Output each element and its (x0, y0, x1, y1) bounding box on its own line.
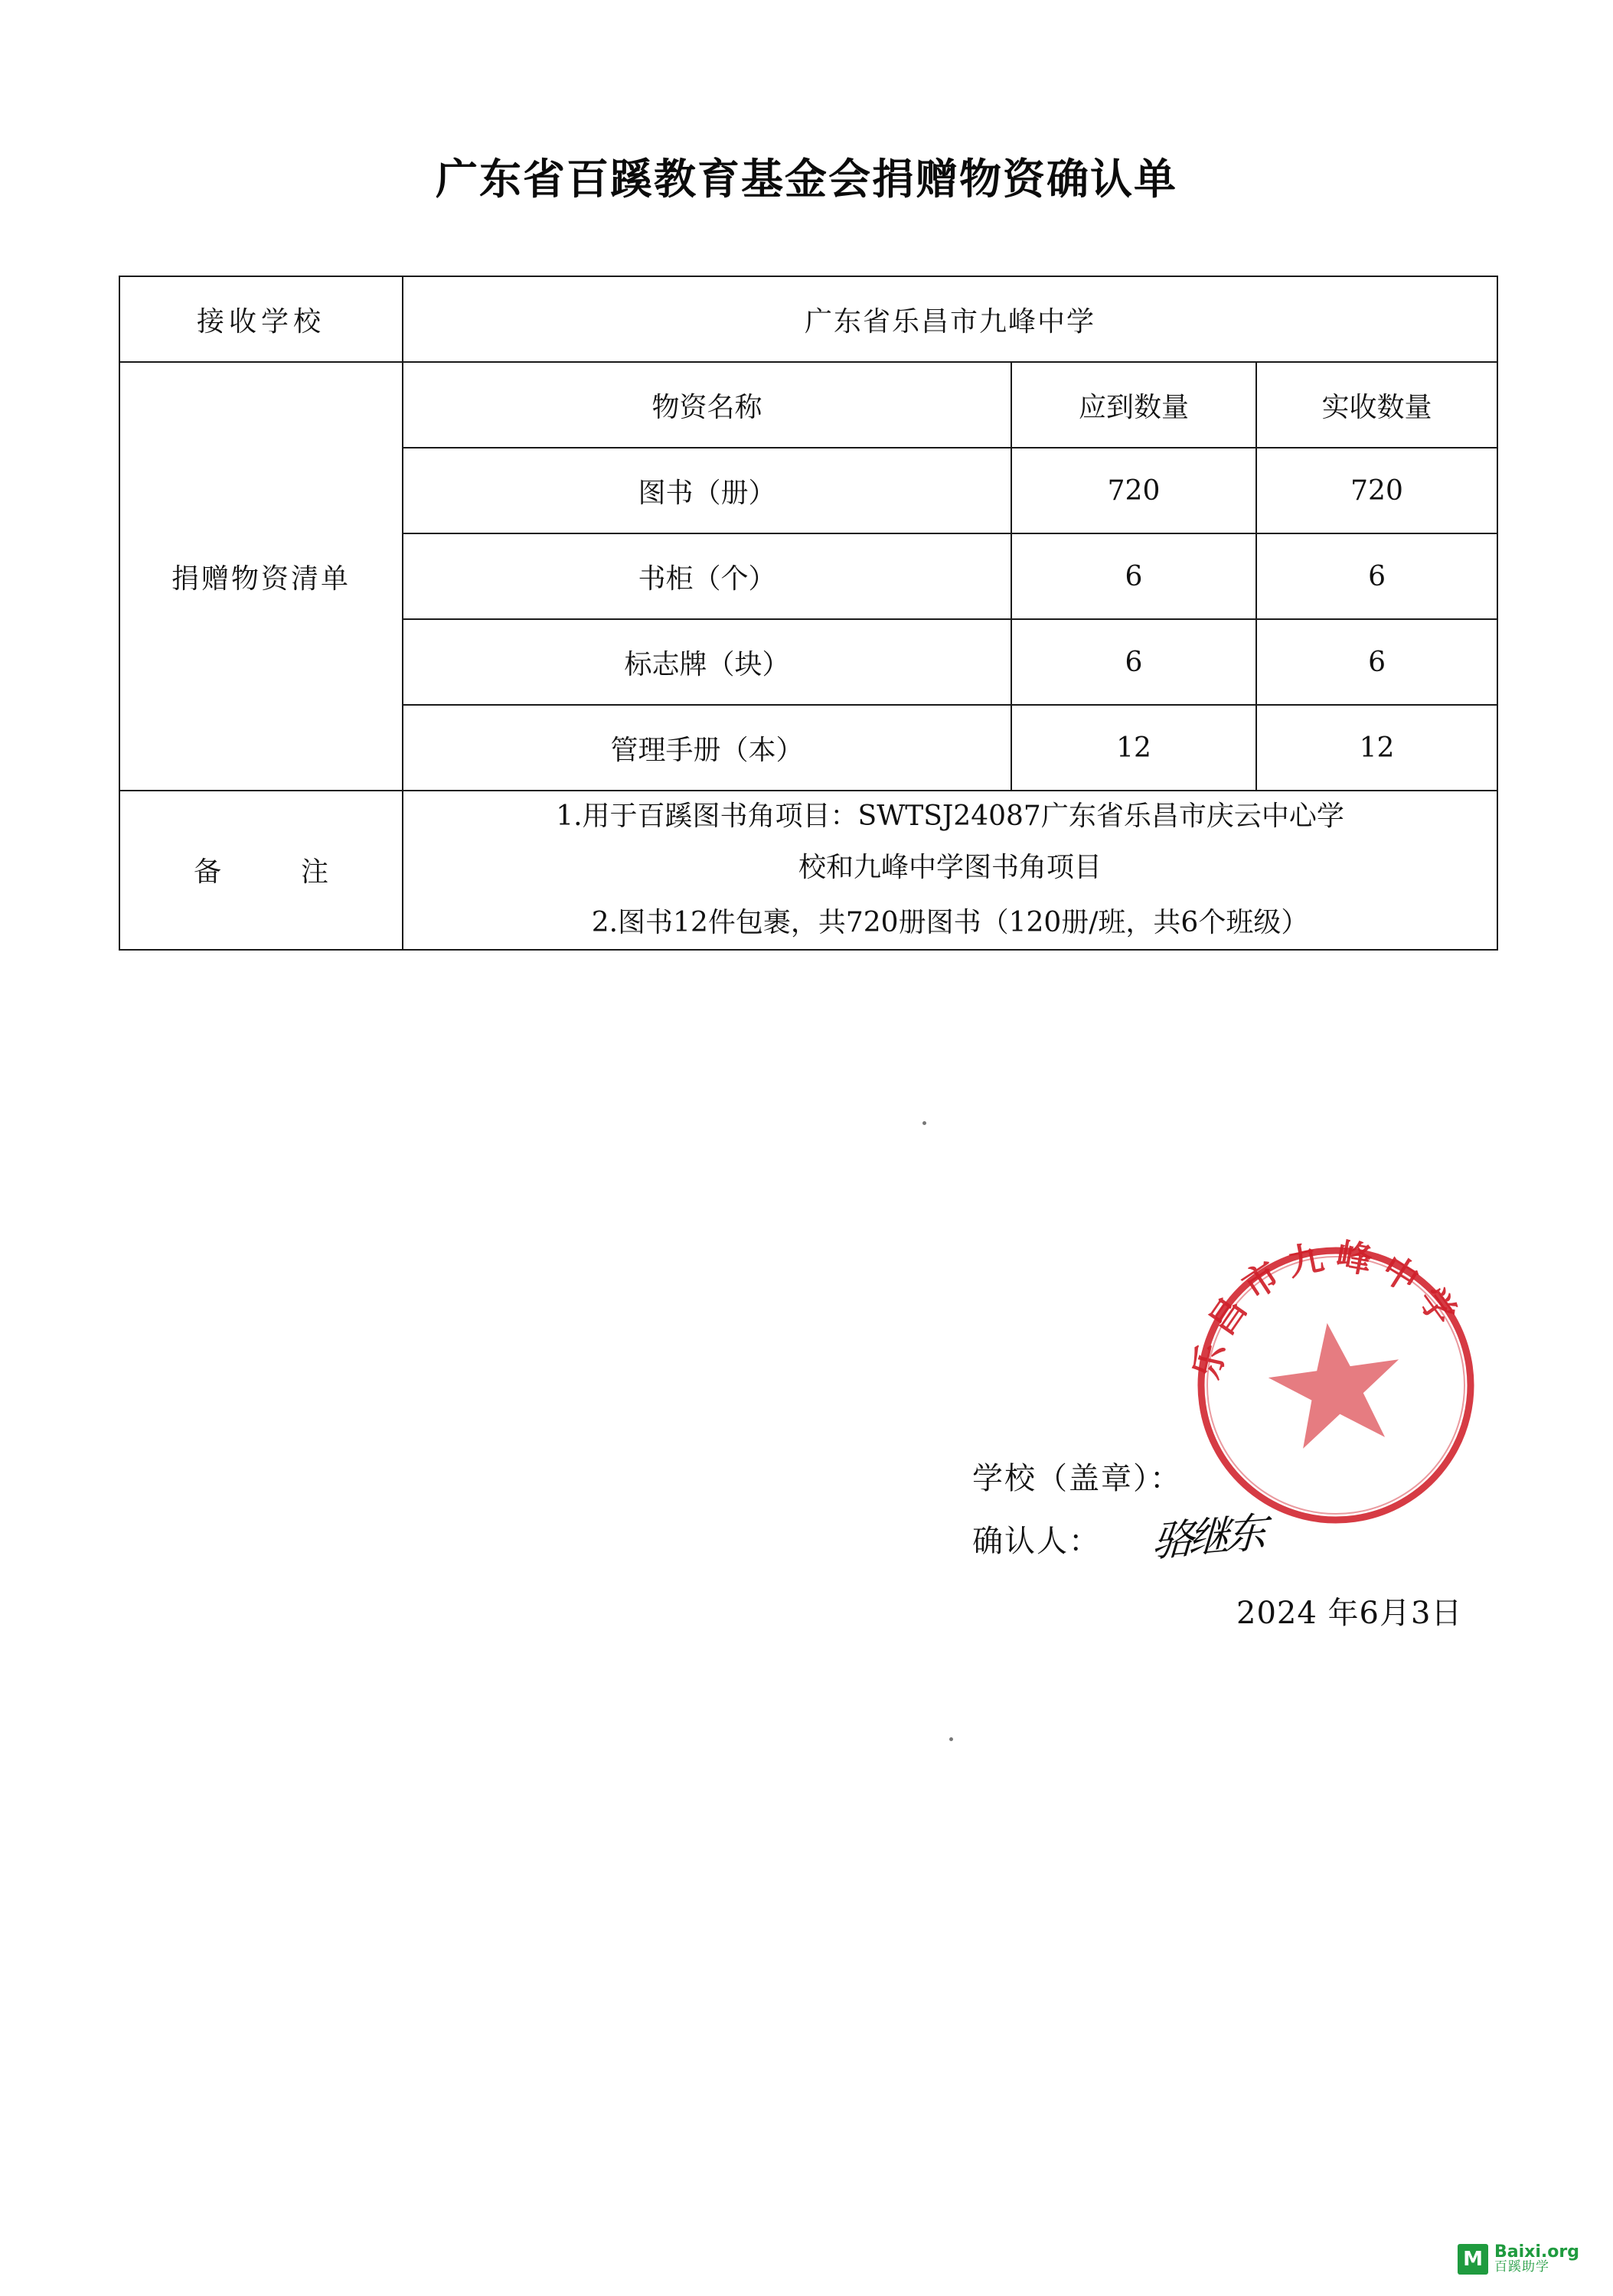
item-due-qty: 6 (1011, 619, 1256, 705)
receiving-school-label: 接收学校 (119, 276, 403, 362)
footer-logo (1458, 2243, 1579, 2275)
confirmer-label: 确认人： (972, 1524, 1101, 1559)
baixi-logo-icon: M (1458, 2244, 1488, 2275)
item-name: 书柜（个） (403, 533, 1011, 619)
footer-site-url: Baixi.org (1494, 2242, 1579, 2262)
confirmer-signature: 骆继东 (1151, 1508, 1264, 1567)
scan-artifact-dot (949, 1737, 953, 1741)
item-due-qty: 6 (1011, 533, 1256, 619)
school-seal-label: 学校（盖章）： (972, 1461, 1182, 1496)
column-header-item-name: 物资名称 (403, 362, 1011, 448)
donation-confirmation-table (119, 276, 1497, 951)
scan-artifact-dot (922, 1121, 926, 1125)
table-row-header (119, 362, 1497, 448)
remark-body (403, 791, 1497, 950)
remark-line-3: 2.图书12件包裹，共720册图书（120册/班，共6个班级） (591, 907, 1309, 939)
column-header-due-qty: 应到数量 (1011, 362, 1256, 448)
column-header-received-qty: 实收数量 (1256, 362, 1497, 448)
item-due-qty: 12 (1011, 705, 1256, 791)
table-row-school (119, 276, 1497, 362)
footer-site-name: 百蹊助学 (1494, 2259, 1550, 2275)
remark-label: 备 注 (119, 791, 403, 950)
remark-line-2: 校和九峰中学图书角项目 (798, 851, 1102, 883)
item-name: 标志牌（块） (403, 619, 1011, 705)
footer-logo-text (1494, 2243, 1579, 2275)
signature-block (972, 1454, 1508, 1632)
receiving-school-value: 广东省乐昌市九峰中学 (403, 276, 1497, 362)
page-title: 广东省百蹊教育基金会捐赠物资确认单 (435, 154, 1177, 204)
confirmer-row (972, 1508, 1508, 1580)
item-name: 管理手册（本） (403, 705, 1011, 791)
svg-text:乐昌市九峰中学: 乐昌市九峰中学 (1185, 1234, 1470, 1384)
donation-list-label: 捐赠物资清单 (119, 362, 403, 791)
item-received-qty: 12 (1256, 705, 1497, 791)
remark-line-1: 1.用于百蹊图书角项目：SWTSJ24087广东省乐昌市庆云中心学 (556, 801, 1344, 832)
item-received-qty: 6 (1256, 619, 1497, 705)
item-due-qty: 720 (1011, 448, 1256, 533)
table-row-remark (119, 791, 1497, 950)
item-name: 图书（册） (403, 448, 1011, 533)
confirmation-date: 2024 年6月3日 (1236, 1596, 1463, 1631)
item-received-qty: 720 (1256, 448, 1497, 533)
item-received-qty: 6 (1256, 533, 1497, 619)
